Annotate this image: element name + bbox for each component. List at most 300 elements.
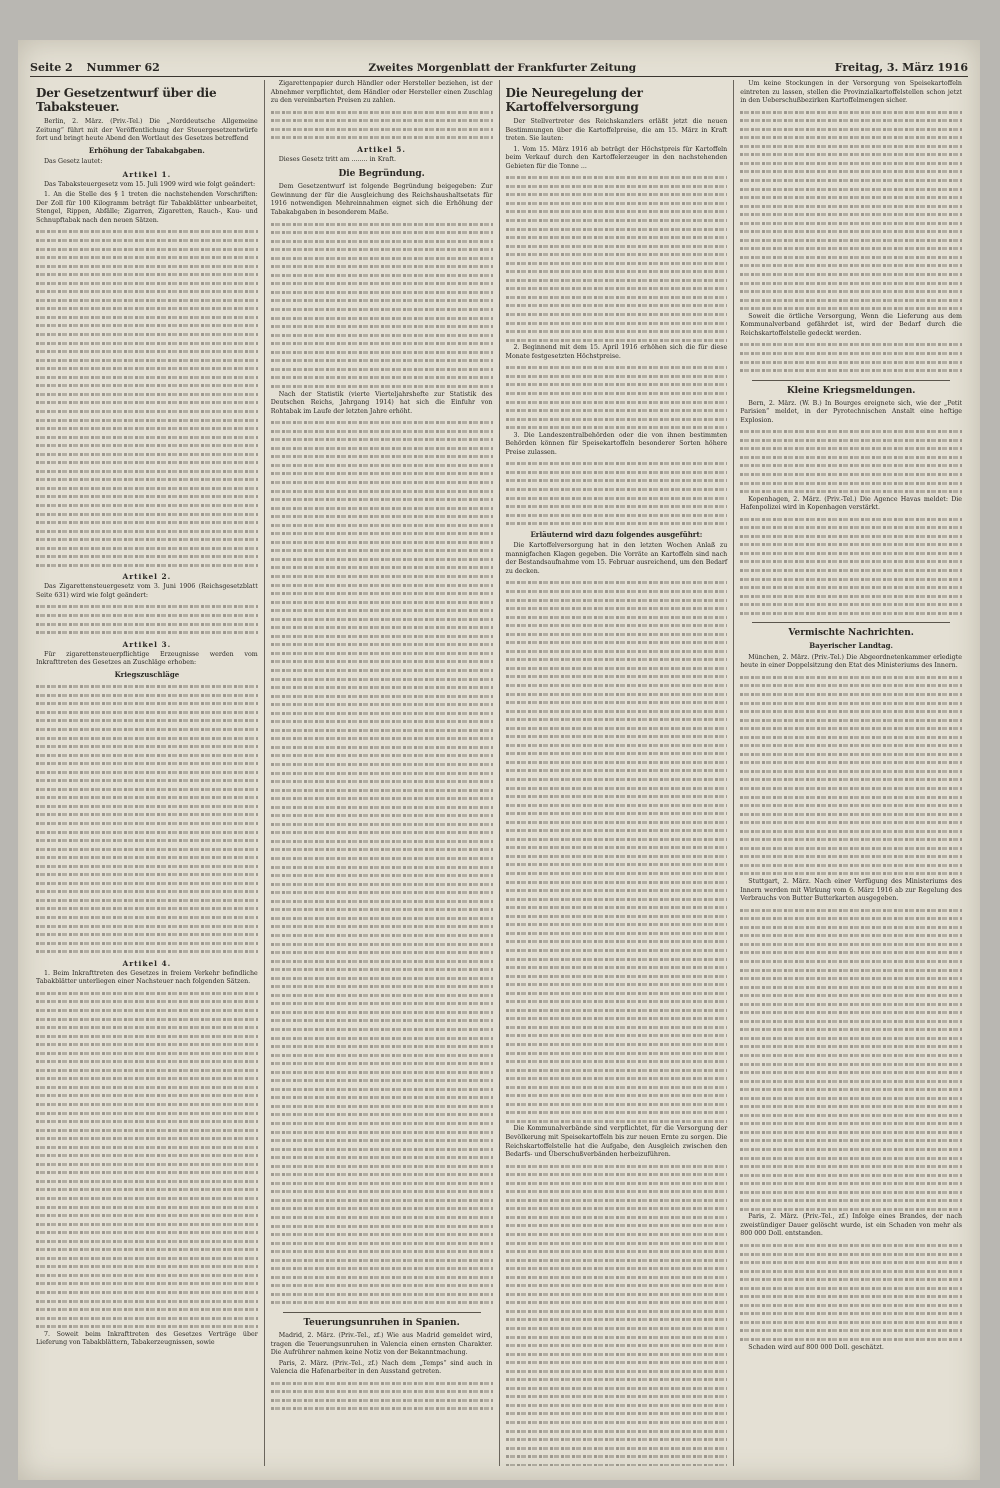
- text-line: [740, 349, 962, 358]
- text-line: [36, 484, 258, 493]
- text-line: [271, 521, 493, 530]
- text-line: [36, 1083, 258, 1092]
- text-line: [740, 1335, 962, 1344]
- text-line: [740, 861, 962, 870]
- text-line: [740, 515, 962, 524]
- text-line: [506, 886, 728, 895]
- text-line: [271, 803, 493, 812]
- text-line: [740, 566, 962, 575]
- text-line: [506, 1117, 728, 1126]
- text-line: [740, 1111, 962, 1120]
- text-line: [271, 922, 493, 931]
- text-line: [506, 835, 728, 844]
- text-line: [506, 336, 728, 345]
- text-line: [271, 1256, 493, 1265]
- text-line: [506, 207, 728, 216]
- text-line: [271, 262, 493, 271]
- article-intro: Berlin, 2. März. (Priv.-Tel.) Die „Norddeutsche Allgemeine Zeitung“ führt mit der Veröffentlichung der Steuergesetzentwürfe fort und bringt heute Abend den Wortlaut des Gesetzes betreffend: [36, 118, 258, 143]
- text-line: [506, 389, 728, 398]
- article-1-item: 1. An die Stelle des § 1 treten die nachstehenden Vorschriften: Der Zoll für 100 Kilogramm beträgt für Tabakblätter unbearbeitet, Stengel, Rippen, Abfälle; Zigarren, Zigaretten, Rauch-, Kau- und Schnupftabak nach den neuen Sätzen.: [36, 191, 258, 224]
- text-line: [506, 276, 728, 285]
- text-line: [740, 869, 962, 878]
- text-line: [36, 1006, 258, 1015]
- article-1-title: Artikel 1.: [122, 169, 172, 179]
- article-2-text: Das Zigarettensteuergesetz vom 3. Juni 1906 (Reichsgesetzblatt Seite 631) wird wie folgt geändert:: [36, 583, 258, 599]
- text-line: [506, 749, 728, 758]
- text-line: [740, 673, 962, 682]
- text-line: [506, 1298, 728, 1307]
- text-line: [36, 236, 258, 245]
- text-line: [36, 270, 258, 279]
- text-line: [271, 649, 493, 658]
- text-line: [36, 810, 258, 819]
- text-line: [36, 716, 258, 725]
- text-line: [271, 598, 493, 607]
- text-line: [36, 373, 258, 382]
- text-line: [740, 810, 962, 819]
- article-closing: 7. Soweit beim Inkrafttreten des Gesetzes Verträge über Lieferung von Tabakblättern, Tabakerzeugnissen, sowie: [36, 1330, 258, 1347]
- text-line: [506, 1307, 728, 1316]
- text-line: [36, 407, 258, 416]
- text-line: [271, 348, 493, 357]
- text-line: [506, 284, 728, 293]
- text-line: [271, 228, 493, 237]
- text-line: [740, 767, 962, 776]
- statistics-text: Nach der Statistik (vierte Vierteljahrshefte zur Statistik des Deutschen Reichs, Jahrgang 1914) hat sich die Einfuhr von Rohtabak im Laufe der letzten Jahre erhöht.: [270, 390, 493, 415]
- text-line: [271, 1085, 493, 1094]
- begruendung-text: Dem Gesetzentwurf ist folgende Begründung beigegeben: Zur Gewinnung der für die Ausgleichung des Reichshaushaltsetats für 1916 notwendigen Mehreinnahmen eignet sich die Erhöhung der Tabakabgaben in besonderem Maße.: [270, 183, 493, 217]
- text-line: [271, 999, 493, 1008]
- text-line: [36, 1288, 258, 1297]
- text-line: [36, 364, 258, 373]
- kartoffel-para-2: 2. Beginnend mit dem 15. April 1916 erhöhen sich die für diese Monate festgesetzten Höchstpreise.: [505, 344, 728, 360]
- text-line: [271, 1230, 493, 1239]
- text-line: [740, 1102, 962, 1111]
- text-line: [740, 835, 962, 844]
- text-line: [36, 751, 258, 760]
- text-line: [740, 1094, 962, 1103]
- text-line: [740, 716, 962, 725]
- text-line: [271, 1213, 493, 1222]
- text-line: [271, 675, 493, 684]
- text-line: [506, 1427, 728, 1436]
- text-line: [740, 253, 962, 262]
- text-line: [740, 1326, 962, 1335]
- text-line: [36, 1228, 258, 1237]
- text-line: [506, 1023, 728, 1032]
- text-line: [506, 1333, 728, 1342]
- text-line: [740, 116, 962, 125]
- text-line: [506, 1367, 728, 1376]
- text-line: [36, 879, 258, 888]
- text-line: [36, 845, 258, 854]
- text-line: [740, 193, 962, 202]
- explain-text: Die Kartoffelversorgung hat in den letzten Wochen Anlaß zu mannigfachen Klagen gegeben. Die Vorräte an Kartoffeln sind nach der Bestandsaufnahme vom 15. Februar ausreichend, um den Bedarf zu decken.: [505, 542, 728, 575]
- text-line: [740, 287, 962, 296]
- text-line: [36, 759, 258, 768]
- text-line: [36, 828, 258, 837]
- text-line: [506, 621, 728, 630]
- text-line: [740, 470, 962, 479]
- column-2: [264, 80, 499, 1466]
- text-line: [36, 922, 258, 931]
- text-line: [36, 699, 258, 708]
- text-line: [740, 609, 962, 618]
- text-line: [271, 288, 493, 297]
- text-line: [36, 793, 258, 802]
- text-line: [506, 946, 728, 955]
- text-line: [271, 1034, 493, 1043]
- text-line: [740, 1162, 962, 1171]
- text-line: [271, 1128, 493, 1137]
- text-line: [506, 1273, 728, 1282]
- text-line: [36, 628, 258, 637]
- text-line: [506, 1196, 728, 1205]
- text-line: [271, 1025, 493, 1034]
- text-line: [506, 372, 728, 381]
- text-line: [506, 301, 728, 310]
- text-line: [271, 469, 493, 478]
- text-line: [36, 1185, 258, 1194]
- text-line: [271, 125, 493, 134]
- text-line: [271, 820, 493, 829]
- text-line: [271, 734, 493, 743]
- text-line: [36, 734, 258, 743]
- text-line: [36, 1314, 258, 1323]
- article-1-text: Das Tabaksteuergesetz vom 15. Juli 1909 wird wie folgt geändert:: [44, 180, 256, 188]
- article-subtitle: Erhöhung der Tabakabgaben.: [88, 145, 205, 155]
- text-line: [36, 602, 258, 611]
- text-line: [506, 1247, 728, 1256]
- text-line: [36, 492, 258, 501]
- text-line: [506, 1230, 728, 1239]
- text-line: [271, 811, 493, 820]
- text-line: [36, 887, 258, 896]
- text-line: [36, 501, 258, 510]
- text-line: [506, 225, 728, 234]
- text-line: [506, 903, 728, 912]
- text-line: [36, 356, 258, 365]
- text-line: [271, 339, 493, 348]
- vermischte-title: Vermischte Nachrichten.: [788, 628, 914, 639]
- text-line: [271, 1145, 493, 1154]
- text-line: [740, 261, 962, 270]
- text-line: [740, 133, 962, 142]
- text-line: [271, 418, 493, 427]
- surcharges-title: Kriegszuschläge: [114, 669, 180, 679]
- text-line: [271, 751, 493, 760]
- text-line: [36, 1271, 258, 1280]
- text-line: [36, 287, 258, 296]
- text-line: [506, 415, 728, 424]
- text-line: [271, 1059, 493, 1068]
- text-line: [740, 1000, 962, 1009]
- text-line: [506, 502, 728, 511]
- section-divider: [752, 380, 950, 381]
- kartoffel-continued: Um keine Stockungen in der Versorgung von Speisekartoffeln eintreten zu lassen, stellen die Provinzialkartoffelstellen schon jetzt in den Ueberschußbezirken Kartoffelmengen sicher.: [740, 80, 962, 105]
- issue-number: Nummer 62: [86, 61, 160, 74]
- text-line: [740, 1267, 962, 1276]
- text-line: [271, 305, 493, 314]
- text-line: [271, 271, 493, 280]
- text-line: [36, 939, 258, 948]
- text-line: [506, 707, 728, 716]
- text-line: [36, 441, 258, 450]
- text-line: [271, 382, 493, 391]
- text-line: [36, 321, 258, 330]
- text-line: [506, 672, 728, 681]
- vermischte-text: München, 2. März. (Priv.-Tel.) Die Abgeordnetenkammer erledigte heute in einer Doppelsitzung den Etat des Ministeriums des Innern.: [740, 653, 962, 670]
- text-line: [36, 253, 258, 262]
- text-line: [271, 572, 493, 581]
- text-line: [271, 1051, 493, 1060]
- text-line: [36, 1203, 258, 1212]
- text-line: [36, 802, 258, 811]
- text-line: [740, 1258, 962, 1267]
- text-line: [271, 794, 493, 803]
- text-line: [506, 319, 728, 328]
- text-line: [740, 244, 962, 253]
- text-line: [36, 1134, 258, 1143]
- text-line: [740, 1205, 962, 1214]
- text-line: [740, 1034, 962, 1043]
- text-line: [36, 347, 258, 356]
- text-line: [506, 1179, 728, 1188]
- text-line: [506, 630, 728, 639]
- text-line: [36, 296, 258, 305]
- text-line: [36, 1109, 258, 1118]
- text-line: [271, 615, 493, 624]
- text-line: [36, 330, 258, 339]
- text-line: [271, 991, 493, 1000]
- text-line: [271, 435, 493, 444]
- text-line: [271, 487, 493, 496]
- article-3-title: Artikel 3.: [122, 639, 172, 649]
- text-line: [740, 1017, 962, 1026]
- text-line: [740, 724, 962, 733]
- text-line: [271, 786, 493, 795]
- text-line: [36, 904, 258, 913]
- text-line: [271, 1179, 493, 1188]
- text-line: [271, 546, 493, 555]
- text-line: [506, 724, 728, 733]
- text-line: [506, 310, 728, 319]
- text-line: [740, 1119, 962, 1128]
- text-line: [740, 966, 962, 975]
- text-line: [36, 785, 258, 794]
- headline-kartoffelversorgung: Die Neuregelung der Kartoffelversorgung: [505, 86, 643, 114]
- text-line: [506, 912, 728, 921]
- text-line: [506, 242, 728, 251]
- text-line: [740, 227, 962, 236]
- text-line: [740, 487, 962, 496]
- text-line: [36, 620, 258, 629]
- text-line: [36, 1143, 258, 1152]
- text-line: [36, 1237, 258, 1246]
- text-line: [740, 142, 962, 151]
- column-4: [733, 80, 968, 1466]
- text-line: [36, 510, 258, 519]
- text-line: [271, 1204, 493, 1213]
- text-line: [740, 1284, 962, 1293]
- text-line: [740, 523, 962, 532]
- text-line: [506, 860, 728, 869]
- text-line: [740, 1275, 962, 1284]
- text-line: [740, 592, 962, 601]
- text-line: [36, 1066, 258, 1075]
- text-line: [506, 494, 728, 503]
- text-line: [506, 1281, 728, 1290]
- text-line: [271, 957, 493, 966]
- text-line: [36, 836, 258, 845]
- text-line: [506, 1083, 728, 1092]
- text-line: [740, 1292, 962, 1301]
- text-line: [506, 732, 728, 741]
- text-line: [36, 776, 258, 785]
- text-line: [506, 1108, 728, 1117]
- text-line: [36, 1322, 258, 1331]
- text-line: [506, 818, 728, 827]
- text-line: [271, 1273, 493, 1282]
- text-line: [740, 202, 962, 211]
- text-line: [506, 233, 728, 242]
- continued-text: Zigarettenpapier durch Händler oder Hersteller beziehen, ist der Abnehmer verpflichtet, dem Händler oder Hersteller einen Zuschlag zu den vereinbarten Preisen zu zahlen.: [270, 80, 493, 105]
- text-line: [506, 1256, 728, 1265]
- text-line: [271, 845, 493, 854]
- text-line: [506, 1221, 728, 1230]
- text-line: [740, 827, 962, 836]
- text-line: [740, 699, 962, 708]
- text-line: [506, 380, 728, 389]
- text-line: [36, 227, 258, 236]
- text-line: [740, 557, 962, 566]
- text-line: [36, 381, 258, 390]
- text-line: [506, 980, 728, 989]
- text-line: [506, 972, 728, 981]
- text-line: [271, 743, 493, 752]
- text-line: [271, 1404, 493, 1413]
- text-line: [506, 681, 728, 690]
- text-line: [271, 1187, 493, 1196]
- text-line: [36, 535, 258, 544]
- text-line: [271, 220, 493, 229]
- text-line: [506, 775, 728, 784]
- text-line: [271, 777, 493, 786]
- text-line: [506, 1239, 728, 1248]
- text-line: [506, 485, 728, 494]
- text-line: [271, 1076, 493, 1085]
- text-line: [740, 923, 962, 932]
- text-line: [36, 304, 258, 313]
- spain-title: Teuerungsunruhen in Spanien.: [303, 1318, 460, 1329]
- kriegsmeldungen-text: Bern, 2. März. (W. B.) In Bourges ereignete sich, wie der „Petit Parisien“ meldet, in der Pyrotechnischen Anstalt eine heftige Explosion.: [740, 399, 962, 424]
- text-line: [506, 182, 728, 191]
- text-line: [36, 433, 258, 442]
- text-line: [271, 1170, 493, 1179]
- vermischte-text-2: Stuttgart, 2. März. Nach einer Verfügung des Ministeriums des Innern werden mit Wirkung vom 6. März 1916 ab zur Regelung des Verbrauchs von Butter Butterkarten ausgegeben.: [740, 878, 962, 903]
- text-line: [740, 741, 962, 750]
- text-line: [36, 398, 258, 407]
- text-line: [271, 769, 493, 778]
- text-line: [36, 862, 258, 871]
- text-line: [36, 768, 258, 777]
- text-line: [271, 444, 493, 453]
- text-line: [36, 1015, 258, 1024]
- text-line: [740, 983, 962, 992]
- text-line: [506, 1315, 728, 1324]
- text-line: [740, 304, 962, 313]
- text-line: [506, 259, 728, 268]
- kartoffel-para-3: 3. Die Landeszentralbehörden oder die von ihnen bestimmten Behörden können für Speisekartoffeln besonderer Sorten höhere Preise zulassen.: [505, 431, 728, 456]
- text-line: [506, 423, 728, 432]
- text-line: [740, 279, 962, 288]
- text-line: [506, 1461, 728, 1466]
- text-line: [36, 475, 258, 484]
- text-line: [271, 314, 493, 323]
- text-line: [740, 159, 962, 168]
- text-line: [36, 1177, 258, 1186]
- text-line: [506, 190, 728, 199]
- text-line: [271, 726, 493, 735]
- text-line: [271, 1290, 493, 1299]
- text-line: [506, 920, 728, 929]
- text-line: [271, 538, 493, 547]
- text-line: [36, 1040, 258, 1049]
- text-line: [271, 657, 493, 666]
- text-line: [506, 1341, 728, 1350]
- column-3: [499, 80, 734, 1466]
- text-line: [271, 1162, 493, 1171]
- text-line: [271, 1196, 493, 1205]
- text-line: [506, 1384, 728, 1393]
- text-line: [271, 279, 493, 288]
- text-line: [271, 606, 493, 615]
- text-line: [271, 373, 493, 382]
- article-columns: [30, 80, 968, 1466]
- text-line: [36, 1100, 258, 1109]
- text-line: [36, 819, 258, 828]
- text-line: [506, 1264, 728, 1273]
- text-line: [36, 1220, 258, 1229]
- text-line: [506, 519, 728, 528]
- text-line: [506, 1057, 728, 1066]
- kriegsmeldungen-text-2: Kopenhagen, 2. März. (Priv.-Tel.) Die Agence Havas meldet: Die Hafenpolizei wird in Kopenhagen verstärkt.: [740, 495, 962, 512]
- text-line: [740, 444, 962, 453]
- text-line: [36, 1297, 258, 1306]
- text-line: [506, 363, 728, 372]
- text-line: [506, 1091, 728, 1100]
- text-line: [271, 888, 493, 897]
- text-line: [740, 690, 962, 699]
- text-line: [740, 1068, 962, 1077]
- text-line: [740, 358, 962, 367]
- text-line: [740, 1301, 962, 1310]
- text-line: [36, 1262, 258, 1271]
- text-line: [506, 406, 728, 415]
- explain-text-2: Die Kommunalverbände sind verpflichtet, für die Versorgung der Bevölkerung mit Speisekartoffeln bis zur neuen Ernte zu sorgen. Die Reichskartoffelstelle hat die Aufgabe, den Ausgleich zwischen den Bedarfs- und Überschußverbänden herbeizuführen.: [505, 1125, 728, 1159]
- text-line: [506, 1401, 728, 1410]
- explain-title: Erläuternd wird dazu folgendes ausgeführt:: [530, 529, 703, 539]
- text-line: [271, 581, 493, 590]
- text-line: [740, 150, 962, 159]
- text-line: [506, 1418, 728, 1427]
- landtag-title: Bayerischer Landtag.: [809, 641, 893, 651]
- text-line: [740, 540, 962, 549]
- text-line: [740, 532, 962, 541]
- text-line: [740, 427, 962, 436]
- text-line: [271, 108, 493, 117]
- text-line: [271, 365, 493, 374]
